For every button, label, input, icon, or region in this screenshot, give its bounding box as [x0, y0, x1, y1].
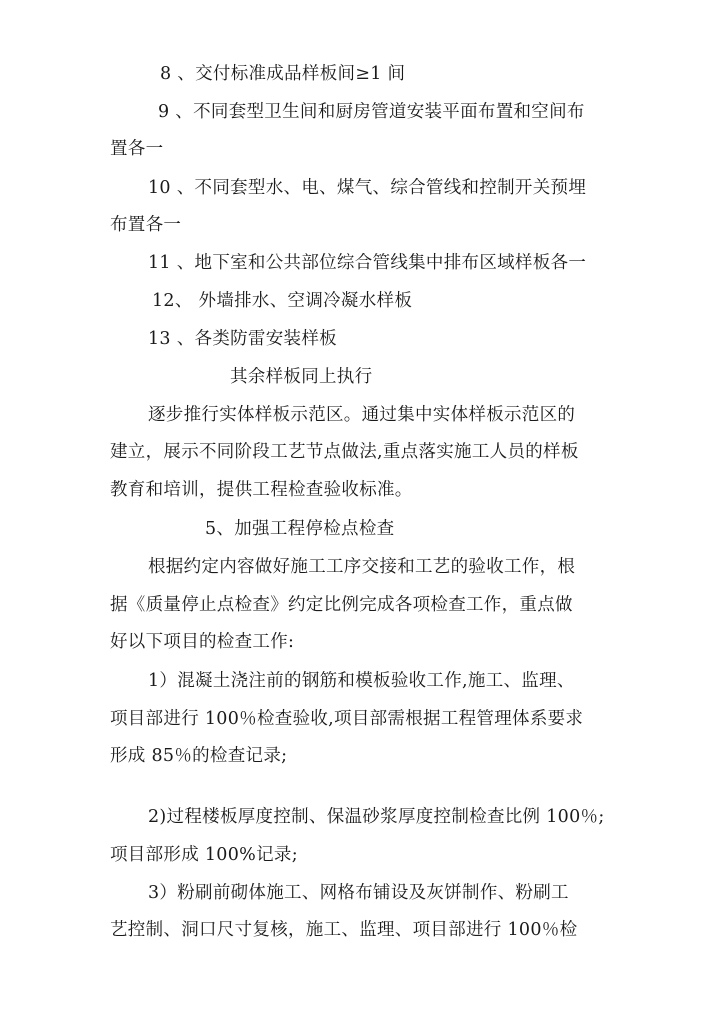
text-line: 12、 外墙排水、空调冷凝水样板 — [152, 291, 413, 311]
text-line: 1）混凝土浇注前的钢筋和模板验收工作,施工、监理、 — [148, 671, 575, 691]
text-line: 建立，展示不同阶段工艺节点做法,重点落实施工人员的样板 — [110, 442, 579, 462]
text-line: 教育和培训，提供工程检查验收标准。 — [110, 480, 413, 500]
text-line: 11 、地下室和公共部位综合管线集中排布区域样板各一 — [148, 253, 587, 273]
text-line: 据《质量停止点检查》约定比例完成各项检查工作，重点做 — [110, 595, 573, 615]
text-line: 9 、不同套型卫生间和厨房管道安装平面布置和空间布 — [158, 102, 585, 122]
text-line: 8 、交付标准成品样板间≥1 间 — [160, 64, 406, 84]
text-line: 形成 85％的检查记录; — [110, 746, 288, 766]
text-line: 2)过程楼板厚度控制、保温砂浆厚度控制检查比例 100％; — [148, 807, 605, 827]
text-line: 13 、各类防雷安装样板 — [148, 329, 337, 349]
text-line: 置各一 — [110, 139, 164, 159]
section-note: 其余样板同上执行 — [230, 367, 373, 387]
text-line: 逐步推行实体样板示范区。通过集中实体样板示范区的 — [148, 405, 576, 425]
text-line: 项目部进行 100％检查验收,项目部需根据工程管理体系要求 — [110, 709, 584, 729]
text-line: 项目部形成 100%记录; — [110, 845, 298, 865]
section-heading: 5、加强工程停检点检查 — [205, 519, 395, 539]
text-line: 好以下项目的检查工作: — [110, 632, 295, 652]
text-line: 布置各一 — [110, 215, 182, 235]
text-line: 3）粉刷前砌体施工、网格布铺设及灰饼制作、粉刷工 — [148, 883, 569, 903]
text-line: 艺控制、洞口尺寸复核，施工、监理、项目部进行 100％检 — [110, 920, 578, 940]
text-line: 根据约定内容做好施工工序交接和工艺的验收工作，根 — [148, 557, 576, 577]
text-line: 10 、不同套型水、电、煤气、综合管线和控制开关预埋 — [148, 178, 587, 198]
